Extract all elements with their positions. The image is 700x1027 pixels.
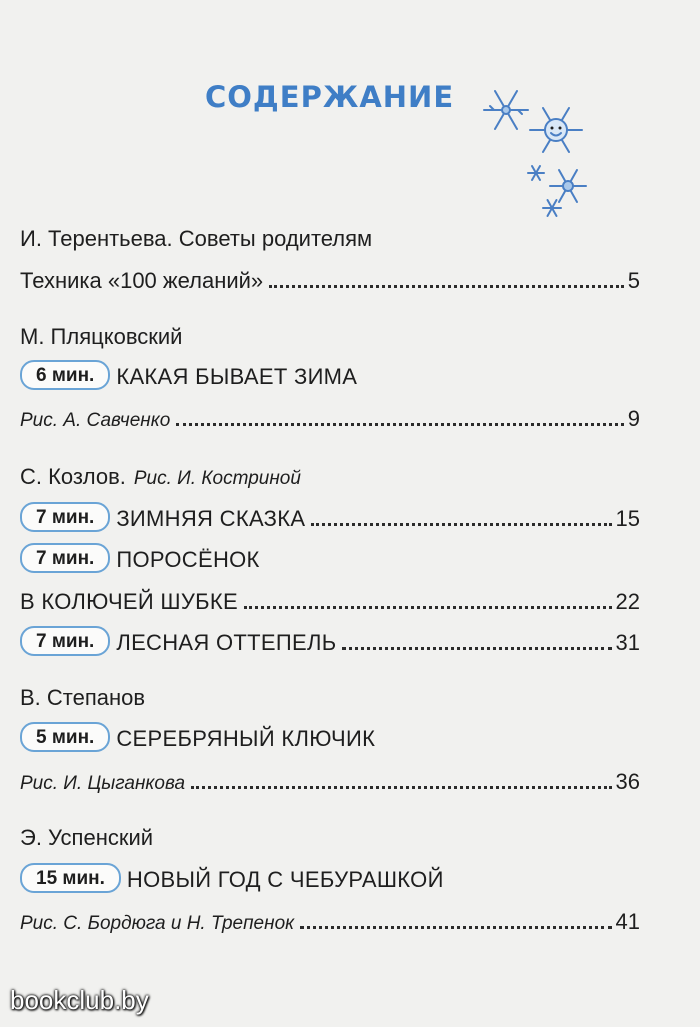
- reading-time-badge: 5 мин.: [20, 722, 110, 752]
- toc-entry-continuation[interactable]: [20, 577, 640, 613]
- toc-entry[interactable]: [20, 714, 640, 750]
- leader-dots: [300, 926, 611, 929]
- page-number: 15: [615, 506, 640, 531]
- toc-author: [20, 312, 640, 348]
- toc-entry[interactable]: [20, 494, 640, 530]
- page-number: 41: [615, 909, 640, 934]
- leader-dots: [191, 786, 611, 789]
- watermark: bookclub.by: [10, 985, 149, 1015]
- author-name: С. Козлов.: [20, 464, 126, 489]
- author-name: Э. Успенский: [20, 825, 154, 850]
- leader-dots: [176, 423, 623, 426]
- illustrator-credit: Рис. С. Бордюга и Н. Трепенок: [20, 913, 295, 934]
- leader-dots: [311, 523, 611, 526]
- page-number: 22: [615, 589, 640, 614]
- toc-entry-illustrator: [20, 394, 640, 430]
- reading-time-badge: 6 мин.: [20, 360, 110, 390]
- story-title: КАКАЯ БЫВАЕТ ЗИМА: [116, 364, 358, 389]
- reading-time-badge: 7 мин.: [20, 543, 110, 573]
- story-title: ЛЕСНАЯ ОТТЕПЕЛЬ: [116, 630, 337, 655]
- toc-author: [20, 214, 640, 250]
- toc-author: [20, 673, 640, 709]
- toc-author: [20, 452, 640, 488]
- author-name: М. Пляцковский: [20, 324, 183, 349]
- reading-time-badge: 15 мин.: [20, 863, 121, 893]
- illustrator-credit: Рис. И. Цыганкова: [20, 773, 186, 794]
- reading-time-badge: 7 мин.: [20, 502, 110, 532]
- story-title: ПОРОСЁНОК: [116, 547, 260, 572]
- toc-entry[interactable]: [20, 256, 640, 292]
- snowflakes-icon: [478, 78, 598, 223]
- story-title: ЗИМНЯЯ СКАЗКА: [116, 506, 306, 531]
- page-number: 5: [627, 268, 640, 293]
- page-title: СОДЕРЖАНИЕ: [205, 80, 455, 114]
- story-title-continued: В КОЛЮЧЕЙ ШУБКЕ: [20, 589, 238, 614]
- toc-entry-illustrator: [20, 757, 640, 793]
- leader-dots: [244, 606, 612, 609]
- illustrator-credit: Рис. А. Савченко: [20, 410, 171, 431]
- toc-entry[interactable]: [20, 535, 640, 571]
- toc-entry[interactable]: [20, 618, 640, 654]
- toc-entry[interactable]: [20, 855, 640, 891]
- toc-author: [20, 813, 640, 849]
- toc-entry[interactable]: [20, 352, 640, 388]
- illustrator-credit: Рис. И. Костриной: [133, 468, 301, 489]
- page-number: 31: [615, 630, 640, 655]
- page-number: 36: [615, 769, 640, 794]
- reading-time-badge: 7 мин.: [20, 626, 110, 656]
- author-name: В. Степанов: [20, 685, 146, 710]
- story-title: НОВЫЙ ГОД С ЧЕБУРАШКОЙ: [126, 867, 444, 892]
- leader-dots: [342, 647, 611, 650]
- leader-dots: [269, 285, 624, 288]
- page-number: 9: [627, 406, 640, 431]
- story-title: СЕРЕБРЯНЫЙ КЛЮЧИК: [116, 726, 376, 751]
- entry-title: Техника «100 желаний»: [20, 268, 264, 293]
- toc-entry-illustrator: [20, 897, 640, 933]
- author-name: И. Терентьева. Советы родителям: [20, 226, 373, 251]
